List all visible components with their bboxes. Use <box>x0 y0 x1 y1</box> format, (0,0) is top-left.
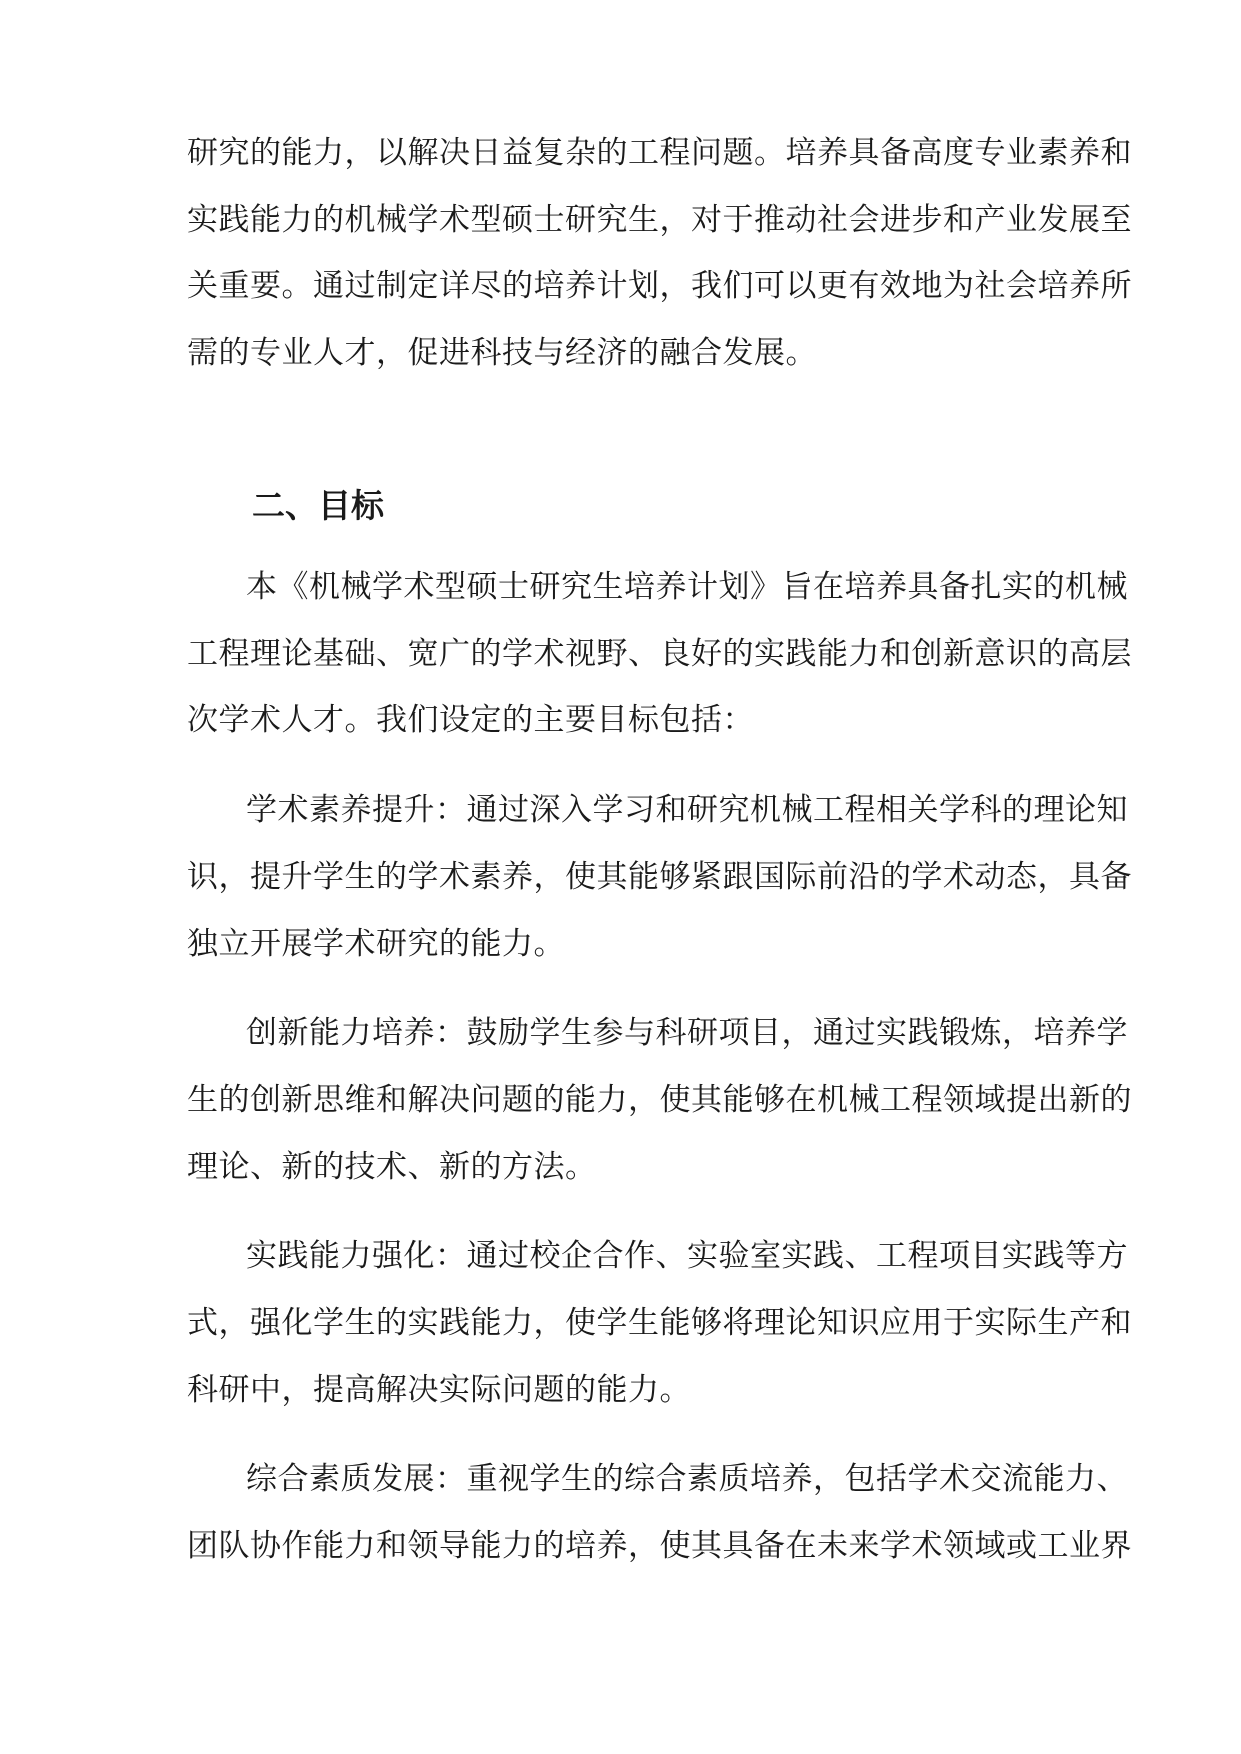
text-line: 实践能力强化：通过校企合作、实验室实践、工程项目实践等方 <box>246 1238 1128 1274</box>
text-line: 学术素养提升：通过深入学习和研究机械工程相关学科的理论知 <box>246 792 1128 828</box>
text-line: 工程理论基础、宽广的学术视野、良好的实践能力和创新意识的高层 <box>187 636 1132 672</box>
text-line: 综合素质发展：重视学生的综合素质培养，包括学术交流能力、 <box>246 1461 1128 1497</box>
text-line: 关重要。通过制定详尽的培养计划，我们可以更有效地为社会培养所 <box>187 268 1132 304</box>
section-heading: 二、目标 <box>252 486 384 525</box>
text-line: 本《机械学术型硕士研究生培养计划》旨在培养具备扎实的机械 <box>246 569 1128 605</box>
text-line: 式，强化学生的实践能力，使学生能够将理论知识应用于实际生产和 <box>187 1305 1132 1341</box>
text-line: 理论、新的技术、新的方法。 <box>187 1149 597 1185</box>
text-line: 生的创新思维和解决问题的能力，使其能够在机械工程领域提出新的 <box>187 1082 1132 1118</box>
text-line: 次学术人才。我们设定的主要目标包括： <box>187 702 754 738</box>
text-line: 创新能力培养：鼓励学生参与科研项目，通过实践锻炼，培养学 <box>246 1015 1128 1051</box>
text-line: 研究的能力，以解决日益复杂的工程问题。培养具备高度专业素养和 <box>187 135 1132 171</box>
text-line: 实践能力的机械学术型硕士研究生，对于推动社会进步和产业发展至 <box>187 202 1132 238</box>
text-line: 科研中，提高解决实际问题的能力。 <box>187 1372 691 1408</box>
text-line: 团队协作能力和领导能力的培养，使其具备在未来学术领域或工业界 <box>187 1528 1132 1564</box>
text-line: 独立开展学术研究的能力。 <box>187 926 565 962</box>
text-line: 识，提升学生的学术素养，使其能够紧跟国际前沿的学术动态，具备 <box>187 859 1132 895</box>
text-line: 需的专业人才，促进科技与经济的融合发展。 <box>187 335 817 371</box>
